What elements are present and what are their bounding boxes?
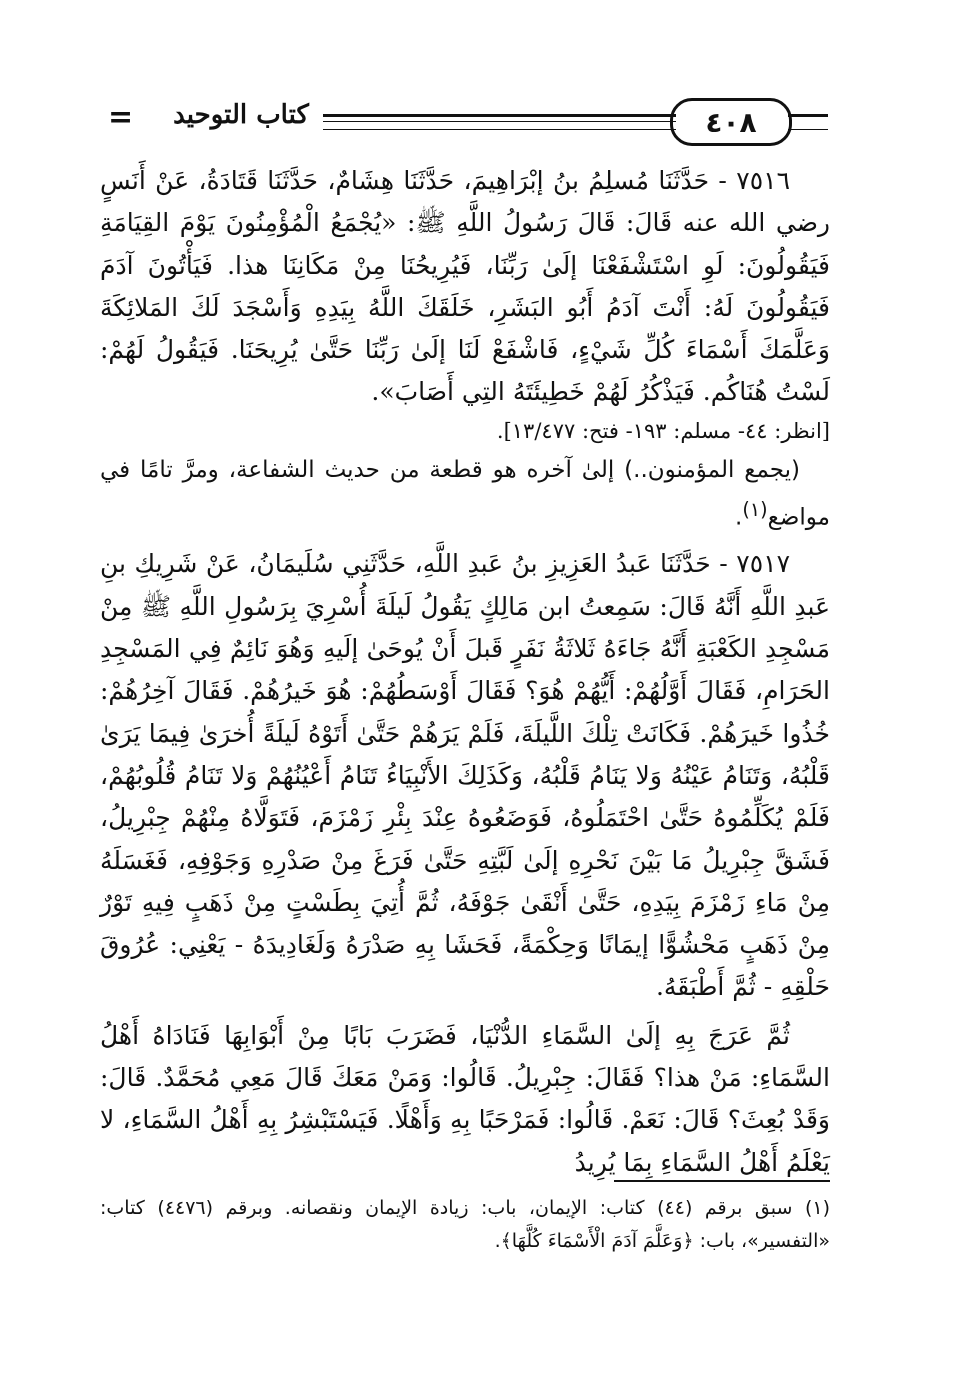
commentary-note (100, 450, 830, 538)
commentary-text: (يجمع المؤمنون..) إلىٰ آخره هو قطعة من حديث الشفاعة، ومرَّ تامًا في مواضع (100, 456, 830, 531)
footnote-marker: (١) (742, 497, 768, 521)
hadith-7517-part-1: ٧٥١٧ - حَدَّثَنَا عَبدُ العَزِيزِ بنُ عَبدِ اللَّهِ، حَدَّثَنِي سُلَيمَانُ، عَنْ شَرِيكِ بنِ عَبدِ اللَّهِ أَنَّهُ قَالَ: سَمِعتُ ابن مَالِكٍ يَقُولُ لَيلَةَ أُسْرِيَ بِرَسُولِ اللَّهِ ﷺ مِنْ مَسْجِدِ الكَعْبَةِ أَنَّهُ جَاءَهُ ثَلاثَةُ نَفَرٍ قَبلَ أَنْ يُوحَىٰ إلَيهِ وَهُوَ نَائِمٌ فِي المَسْجِدِ الحَرَامِ، فَقَالَ أَوَّلُهُمْ: أَيُّهُمْ هُوَ؟ فَقَالَ أَوْسَطُهُمْ: هُوَ خَيرُهُمْ. فَقَالَ آخِرُهُمْ: خُذُوا خَيرَهُمْ. فَكَانَتْ تِلْكَ اللَّيلَةَ، فَلَمْ يَرَهُمْ حَتَّىٰ أَتَوْهُ لَيلَةً أُخرَىٰ فِيمَا يَرَىٰ قَلْبُهُ، وَتَنَامُ عَيْنُهُ وَلا يَنَامُ قَلْبُهُ، وَكَذَلِكَ الأَنْبِيَاءُ تَنَامُ أَعْيُنُهُمْ وَلا تَنَامُ قُلُوبُهُمْ، فَلَمْ يُكَلِّمُوهُ حَتَّىٰ احْتَمَلُوهُ، فَوَضَعُوهُ عِنْدَ بِئْرِ زَمْزَمَ، فَتَوَلَّاهُ مِنْهُمْ جِبْرِيلُ، فَشَقَّ جِبْرِيلُ مَا بَيْنَ نَحْرِهِ إلَىٰ لَبَّتِهِ حَتَّىٰ فَرَغَ مِنْ صَدْرِهِ وَجَوْفِهِ، فَغَسَلَهُ مِنْ مَاءِ زَمْزَمَ بِيَدِهِ، حَتَّىٰ أَنْقَىٰ جَوْفَهُ، ثُمَّ أُتِيَ بِطَسْتٍ مِنْ ذَهَبٍ فِيهِ تَوْرٌ مِنْ ذَهَبٍ مَحْشُوًّا إيمَانًا وَحِكْمَةً، فَحَشَا بِهِ صَدْرَهُ وَلَغَادِيدَهُ - يَعْنِي: عُرُوقَ حَلْقِهِ - ثُمَّ أَطْبَقَهُ. (100, 549, 830, 1002)
book-title: كتاب التوحيد (173, 100, 309, 130)
footnote-divider (614, 1180, 830, 1182)
page-number: ٤٠٨ (670, 98, 792, 146)
hadith-7517-part-2: ثُمَّ عَرَجَ بِهِ إلَىٰ السَّمَاءِ الدُّنْيَا، فَضَرَبَ بَابًا مِنْ أَبْوَابِهَا فَنَادَاهُ أَهْلُ السَّمَاءِ: مَنْ هذا؟ فَقَالَ: جِبْرِيلُ. قَالُوا: وَمَنْ مَعَكَ قَالَ مَعِي مُحَمَّدٌ. قَالَ: وَقَدْ بُعِثَ؟ قَالَ: نَعَمْ. قَالُوا: فَمَرْحَبًا بِهِ وَأَهْلًا. فَيَسْتَبْشِرُ بِهِ أَهْلُ السَّمَاءِ، لا يَعْلَمُ أَهْلُ السَّمَاءِ بِمَا يُرِيدُ (100, 1020, 830, 1177)
hadith-7516: ٧٥١٦ - حَدَّثَنَا مُسلِمُ بنُ إبْرَاهِيمَ، حَدَّثَنَا هِشَامٌ، حَدَّثَنَا قَتَادَةُ، عَنْ أَنَسٍ رضي الله عنه قَالَ: قَالَ رَسُولُ اللَّهِ ﷺ: «يُجْمَعُ الْمُؤْمِنُونَ يَوْمَ القِيَامَةِ فَيَقُولُونَ: لَوِ اسْتَشْفَعْنَا إلَىٰ رَبِّنَا، فَيُرِيحُنَا مِنْ مَكَانِنَا هذا. فَيَأْتُونَ آدَمَ فَيَقُولُونَ لَهُ: أَنْتَ آدَمُ أَبُو البَشَرِ، خَلَقَكَ اللَّهُ بِيَدِهِ وَأَسْجَدَ لَكَ المَلائِكَةَ وَعَلَّمَكَ أَسْمَاءَ كُلِّ شَيْءٍ، فَاشْفَعْ لَنَا إلَىٰ رَبِّنَا حَتَّىٰ يُرِيحَنَا. فَيَقُولُ لَهُمْ: لَسْتُ هُنَاكُم. فَيَذْكُرُ لَهُمْ خَطِيئَتَهُ التِي أَصَابَ». (100, 166, 830, 407)
header-rule-tail (788, 114, 828, 130)
header-mark: = (108, 100, 134, 135)
page-header (108, 96, 828, 144)
footnote: (١) سبق برقم (٤٤) كتاب: الإيمان، باب: زيادة الإيمان ونقصانه. وبرقم (٤٤٧٦) كتاب: «التفسير»، باب: ﴿وَعَلَّمَ آدَمَ الْأَسْمَاءَ كُلَّهَا﴾. (100, 1197, 831, 1252)
page-body (100, 160, 830, 1184)
header-rule (323, 114, 676, 130)
hadith-reference: [انظر: ٤٤- مسلم: ١٩٣- فتح: ١٣/٤٧٧]. (496, 418, 830, 443)
commentary-end: . (735, 504, 743, 531)
